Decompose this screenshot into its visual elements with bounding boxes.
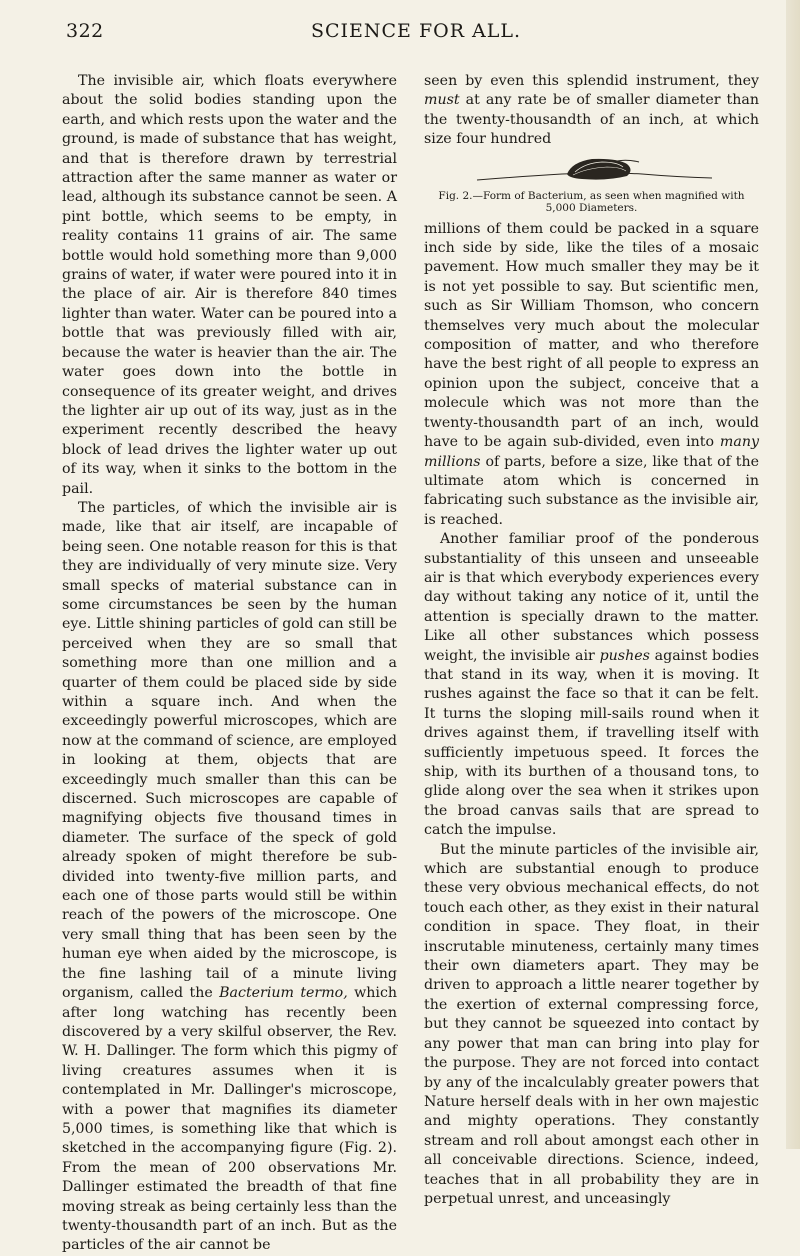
page-header — [66, 20, 766, 44]
figure-bacterium — [424, 154, 759, 214]
species-name: Bacterium termo, — [219, 985, 348, 1002]
paragraph: Another familiar proof of the ponderous substantiality of this unseen and unseeable air is that which everybody experiences every day without taking any notice of it, until the attention is specially drawn to the matter. Like all other substances which possess weight, the invisible air pushes against bodies that stand in its way, when it is moving. It rushes against the face so that it can be felt. It turns the sloping mill-sails round when it drives against them, if travelling itself with sufficiently impetuous speed. It forces the ship, with its burthen of a thousand tons, to glide along over the sea when it strikes upon the broad canvas sails that are spread to catch the impulse. — [424, 531, 759, 839]
page-number: 322 — [66, 20, 104, 42]
paragraph: seen by even this splendid instrument, they must at any rate be of smaller diameter than the twenty-thousandth of an inch, at which size four hundred — [424, 73, 759, 148]
paragraph: The invisible air, which floats everywhere about the solid bodies standing upon the earth, and which rests upon the water and the ground, is made of substance that has weight, and that is therefore drawn by terrestrial attraction after the same manner as water or lead, although its substance cannot be seen. A pint bottle, which seems to be empty, in reality contains 11 grains of air. The same bottle would hold something more than 9,000 grains of water, if water were poured into it in the place of air. Air is therefore 840 times lighter than water. Water can be poured into a bottle that was previously filled with air, because the water is heavier than the air. The water goes down into the bottle in consequence of its greater weight, and drives the lighter air up out of its way, just as in the experiment recently described the heavy block of lead drives the lighter water up out of its way, when it sinks to the bottom in the pail. — [62, 73, 397, 497]
running-title: SCIENCE FOR ALL. — [310, 20, 522, 42]
paragraph: millions of them could be packed in a square inch side by side, like the tiles of a mosaic pavement. How much smaller they may be it is not yet possible to say. But scientific men, such as Sir William Thomson, who concern themselves very much about the molecular composition of matter, and who therefore have the best right of all people to express an opinion upon the subject, conceive that a molecule which was not more than the twenty-thousandth part of an inch, would have to be again sub-divided, even into many millions of parts, before a size, like that of the ultimate atom which is concerned in fabricating such substance as the invisible air, is reached. — [424, 220, 760, 528]
paragraph: The particles, of which the invisible air is made, like that air itself, are incapable of being seen. One notable reason for this is that they are individually of very minute size. Very small specks of material substance can in some circumstances be seen by the human eye. Little shining particles of gold can still be perceived when they are so small that something more than one million and a quarter of them could be placed side by side within a square inch. And when the exceedingly powerful microscopes, which are now at the command of science, are employed in looking at them, objects that are exceedingly much smaller than this can be discerned. Such microscopes are capable of magnifying objects five thousand times in diameter. The surface of the speck of gold already spoken of might therefore be sub-divided into twenty-five million parts, and each one of those parts would still be within reach of the powers of the microscope. One very small thing that has been seen by the human eye when aided by the microscope, is the fine lashing tail of a minute living organism, called the Bacterium termo, which after long watching has recently been discovered by a very skilful observer, the Rev. W. H. Dallinger. The form which this pigmy of living creatures assumes when it is contemplated in Mr. Dallinger's microscope, with a power that magnifies its diameter 5,000 times, is something like that which is sketched in the accompanying figure (Fig. 2). From the mean of 200 observations Mr. Dallinger estimated the breadth of that fine moving streak as being certainly less than the twenty-thousandth part of an inch. But as the particles of the air cannot be — [62, 499, 398, 1254]
emphasis: pushes — [599, 647, 650, 664]
bacterium-illustration — [467, 154, 717, 188]
emphasis: many millions — [424, 434, 759, 470]
figure-caption: Fig. 2.—Form of Bacterium, as seen when magnified with 5,000 Diameters. — [438, 189, 745, 214]
paragraph: But the minute particles of the invisible air, which are substantial enough to produce these very obvious mechanical effects, do not touch each other, as they exist in their natural condition in space. They float, in their inscrutable minuteness, certainly many times their own diameters apart. They may be driven to approach a little nearer together by the exertion of external compressing force, but they cannot be squeezed into contact by any power that man can bring into play for the purpose. They are not forced into contact by any of the incalculably greater powers that Nature herself deals with in her own majestic and mighty operations. They constantly stream and roll about amongst each other in all conceivable directions. Science, indeed, teaches that in all probability they are in perpetual unrest, and unceasingly — [424, 841, 759, 1207]
left-column — [62, 72, 397, 1256]
emphasis: must — [424, 92, 460, 109]
right-column — [424, 72, 759, 1209]
page-edge — [786, 0, 800, 1149]
